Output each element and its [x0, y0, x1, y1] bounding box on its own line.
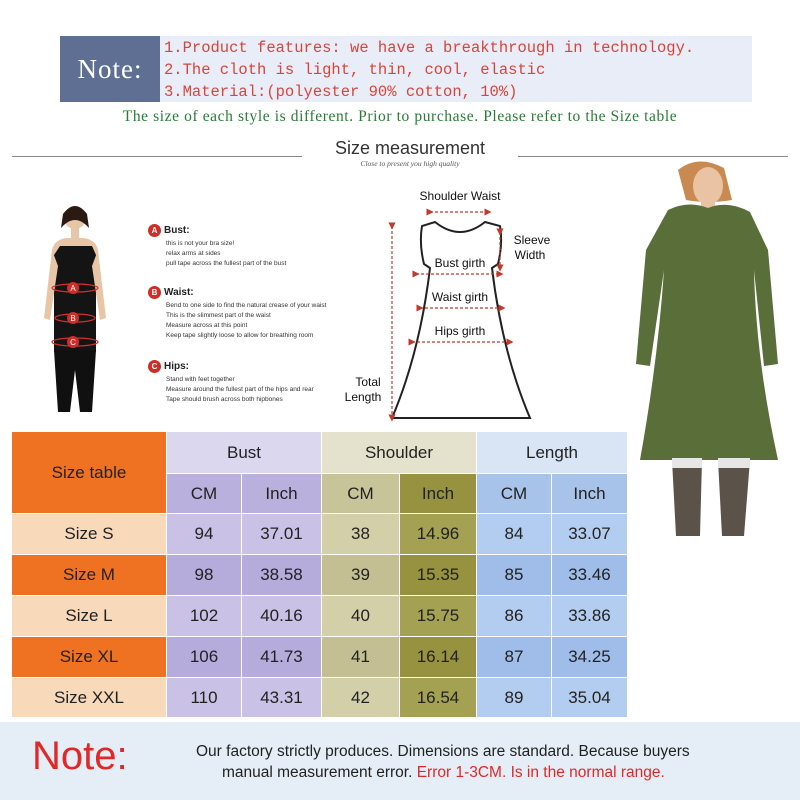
note-line-1: 1.Product features: we have a breakthrough in technology.	[164, 39, 695, 57]
table-cell: 41	[322, 637, 400, 678]
table-cell: 16.54	[400, 678, 477, 718]
model-letter-a: A	[70, 284, 76, 293]
table-cell: 94	[167, 514, 242, 555]
badge-a: A	[148, 224, 161, 237]
bottom-note-line-2	[222, 764, 665, 782]
unit-header: CM	[167, 474, 242, 514]
unit-header: Inch	[242, 474, 322, 514]
length-label: Length	[344, 390, 382, 404]
guide-waist	[148, 286, 326, 339]
table-cell: 98	[167, 555, 242, 596]
row-size-label: Size XL	[12, 637, 167, 678]
unit-header: Inch	[552, 474, 628, 514]
guide-line: Measure across at this point	[166, 322, 248, 329]
guide-line: This is the slimmest part of the waist	[166, 312, 271, 319]
unit-header: CM	[477, 474, 552, 514]
table-cell: 87	[477, 637, 552, 678]
table-cell: 33.86	[552, 596, 628, 637]
guide-line: Keep tape slightly loose to allow for breathing room	[166, 332, 314, 339]
guide-hips-heading: Hips:	[164, 361, 189, 373]
guide-line: Stand with feet together	[166, 376, 235, 383]
table-cell: 89	[477, 678, 552, 718]
row-size-label: Size L	[12, 596, 167, 637]
row-size-label: Size XXL	[12, 678, 167, 718]
hips-girth-label: Hips girth	[434, 324, 486, 338]
guide-bust	[148, 224, 286, 267]
table-cell: 34.25	[552, 637, 628, 678]
guide-line: this is not your bra size!	[166, 240, 235, 247]
table-cell: 14.96	[400, 514, 477, 555]
table-corner: Size table	[12, 432, 167, 514]
table-cell: 37.01	[242, 514, 322, 555]
guide-line: Tape should brush across both hipbones	[166, 396, 283, 403]
group-header-shoulder: Shoulder	[322, 432, 477, 474]
size-warning: The size of each style is different. Prior to purchase. Please refer to the Size table	[122, 108, 678, 125]
table-cell: 39	[322, 555, 400, 596]
table-cell: 42	[322, 678, 400, 718]
table-cell: 33.07	[552, 514, 628, 555]
unit-header: CM	[322, 474, 400, 514]
table-cell: 15.75	[400, 596, 477, 637]
note-label: Note:	[60, 36, 160, 102]
bust-girth-label: Bust girth	[434, 256, 486, 270]
table-cell: 33.46	[552, 555, 628, 596]
total-label: Total	[355, 375, 381, 389]
model-illustration	[36, 200, 116, 414]
group-header-bust: Bust	[167, 432, 322, 474]
shoulder-waist-label: Shoulder Waist	[419, 189, 501, 203]
table-cell: 40	[322, 596, 400, 637]
table-cell: 85	[477, 555, 552, 596]
model-letter-b: B	[70, 314, 76, 323]
row-size-label: Size S	[12, 514, 167, 555]
table-cell: 43.31	[242, 678, 322, 718]
size-table	[12, 432, 628, 718]
guide-bust-heading: Bust:	[164, 225, 190, 237]
unit-header: Inch	[400, 474, 477, 514]
note-features	[160, 36, 752, 102]
guide-line: pull tape across the fullest part of the bust	[166, 260, 287, 267]
group-header-length: Length	[477, 432, 628, 474]
guide-line: Bend to one side to find the natural crease of your waist	[166, 302, 327, 309]
table-cell: 15.35	[400, 555, 477, 596]
measurement-subtitle: Close to present you high quality	[360, 159, 460, 168]
measurement-title: Size measurement	[334, 138, 486, 158]
table-cell: 86	[477, 596, 552, 637]
badge-c: C	[148, 360, 161, 373]
model-letter-c: C	[70, 338, 76, 347]
bottom-note-error-range: Error 1-3CM. Is in the normal range.	[416, 764, 665, 781]
table-cell: 84	[477, 514, 552, 555]
sleeve-label: Sleeve	[513, 233, 551, 247]
product-photo	[628, 160, 790, 540]
bottom-note-line-2-prefix: manual measurement error.	[222, 764, 413, 781]
guide-waist-heading: Waist:	[164, 287, 194, 299]
divider-right	[518, 156, 788, 157]
table-cell: 40.16	[242, 596, 322, 637]
bottom-note-line-1: Our factory strictly produces. Dimensions are standard. Because buyers	[196, 743, 690, 760]
table-cell: 38	[322, 514, 400, 555]
table-cell: 102	[167, 596, 242, 637]
table-cell: 106	[167, 637, 242, 678]
badge-b: B	[148, 286, 161, 299]
note-line-2: 2.The cloth is light, thin, cool, elastic	[164, 61, 546, 79]
row-size-label: Size M	[12, 555, 167, 596]
bottom-note-label: Note:	[32, 734, 128, 778]
table-cell: 110	[167, 678, 242, 718]
table-cell: 35.04	[552, 678, 628, 718]
table-cell: 16.14	[400, 637, 477, 678]
table-cell: 38.58	[242, 555, 322, 596]
divider-left	[12, 156, 302, 157]
guide-line: Measure around the fullest part of the hips and rear	[166, 386, 314, 393]
note-line-3: 3.Material:(polyester 90% cotton, 10%)	[164, 83, 518, 101]
guide-hips	[148, 360, 314, 403]
guide-line: relax arms at sides	[166, 250, 221, 257]
width-label: Width	[514, 248, 546, 262]
dress-diagram	[340, 182, 560, 430]
table-cell: 41.73	[242, 637, 322, 678]
waist-girth-label: Waist girth	[431, 290, 489, 304]
